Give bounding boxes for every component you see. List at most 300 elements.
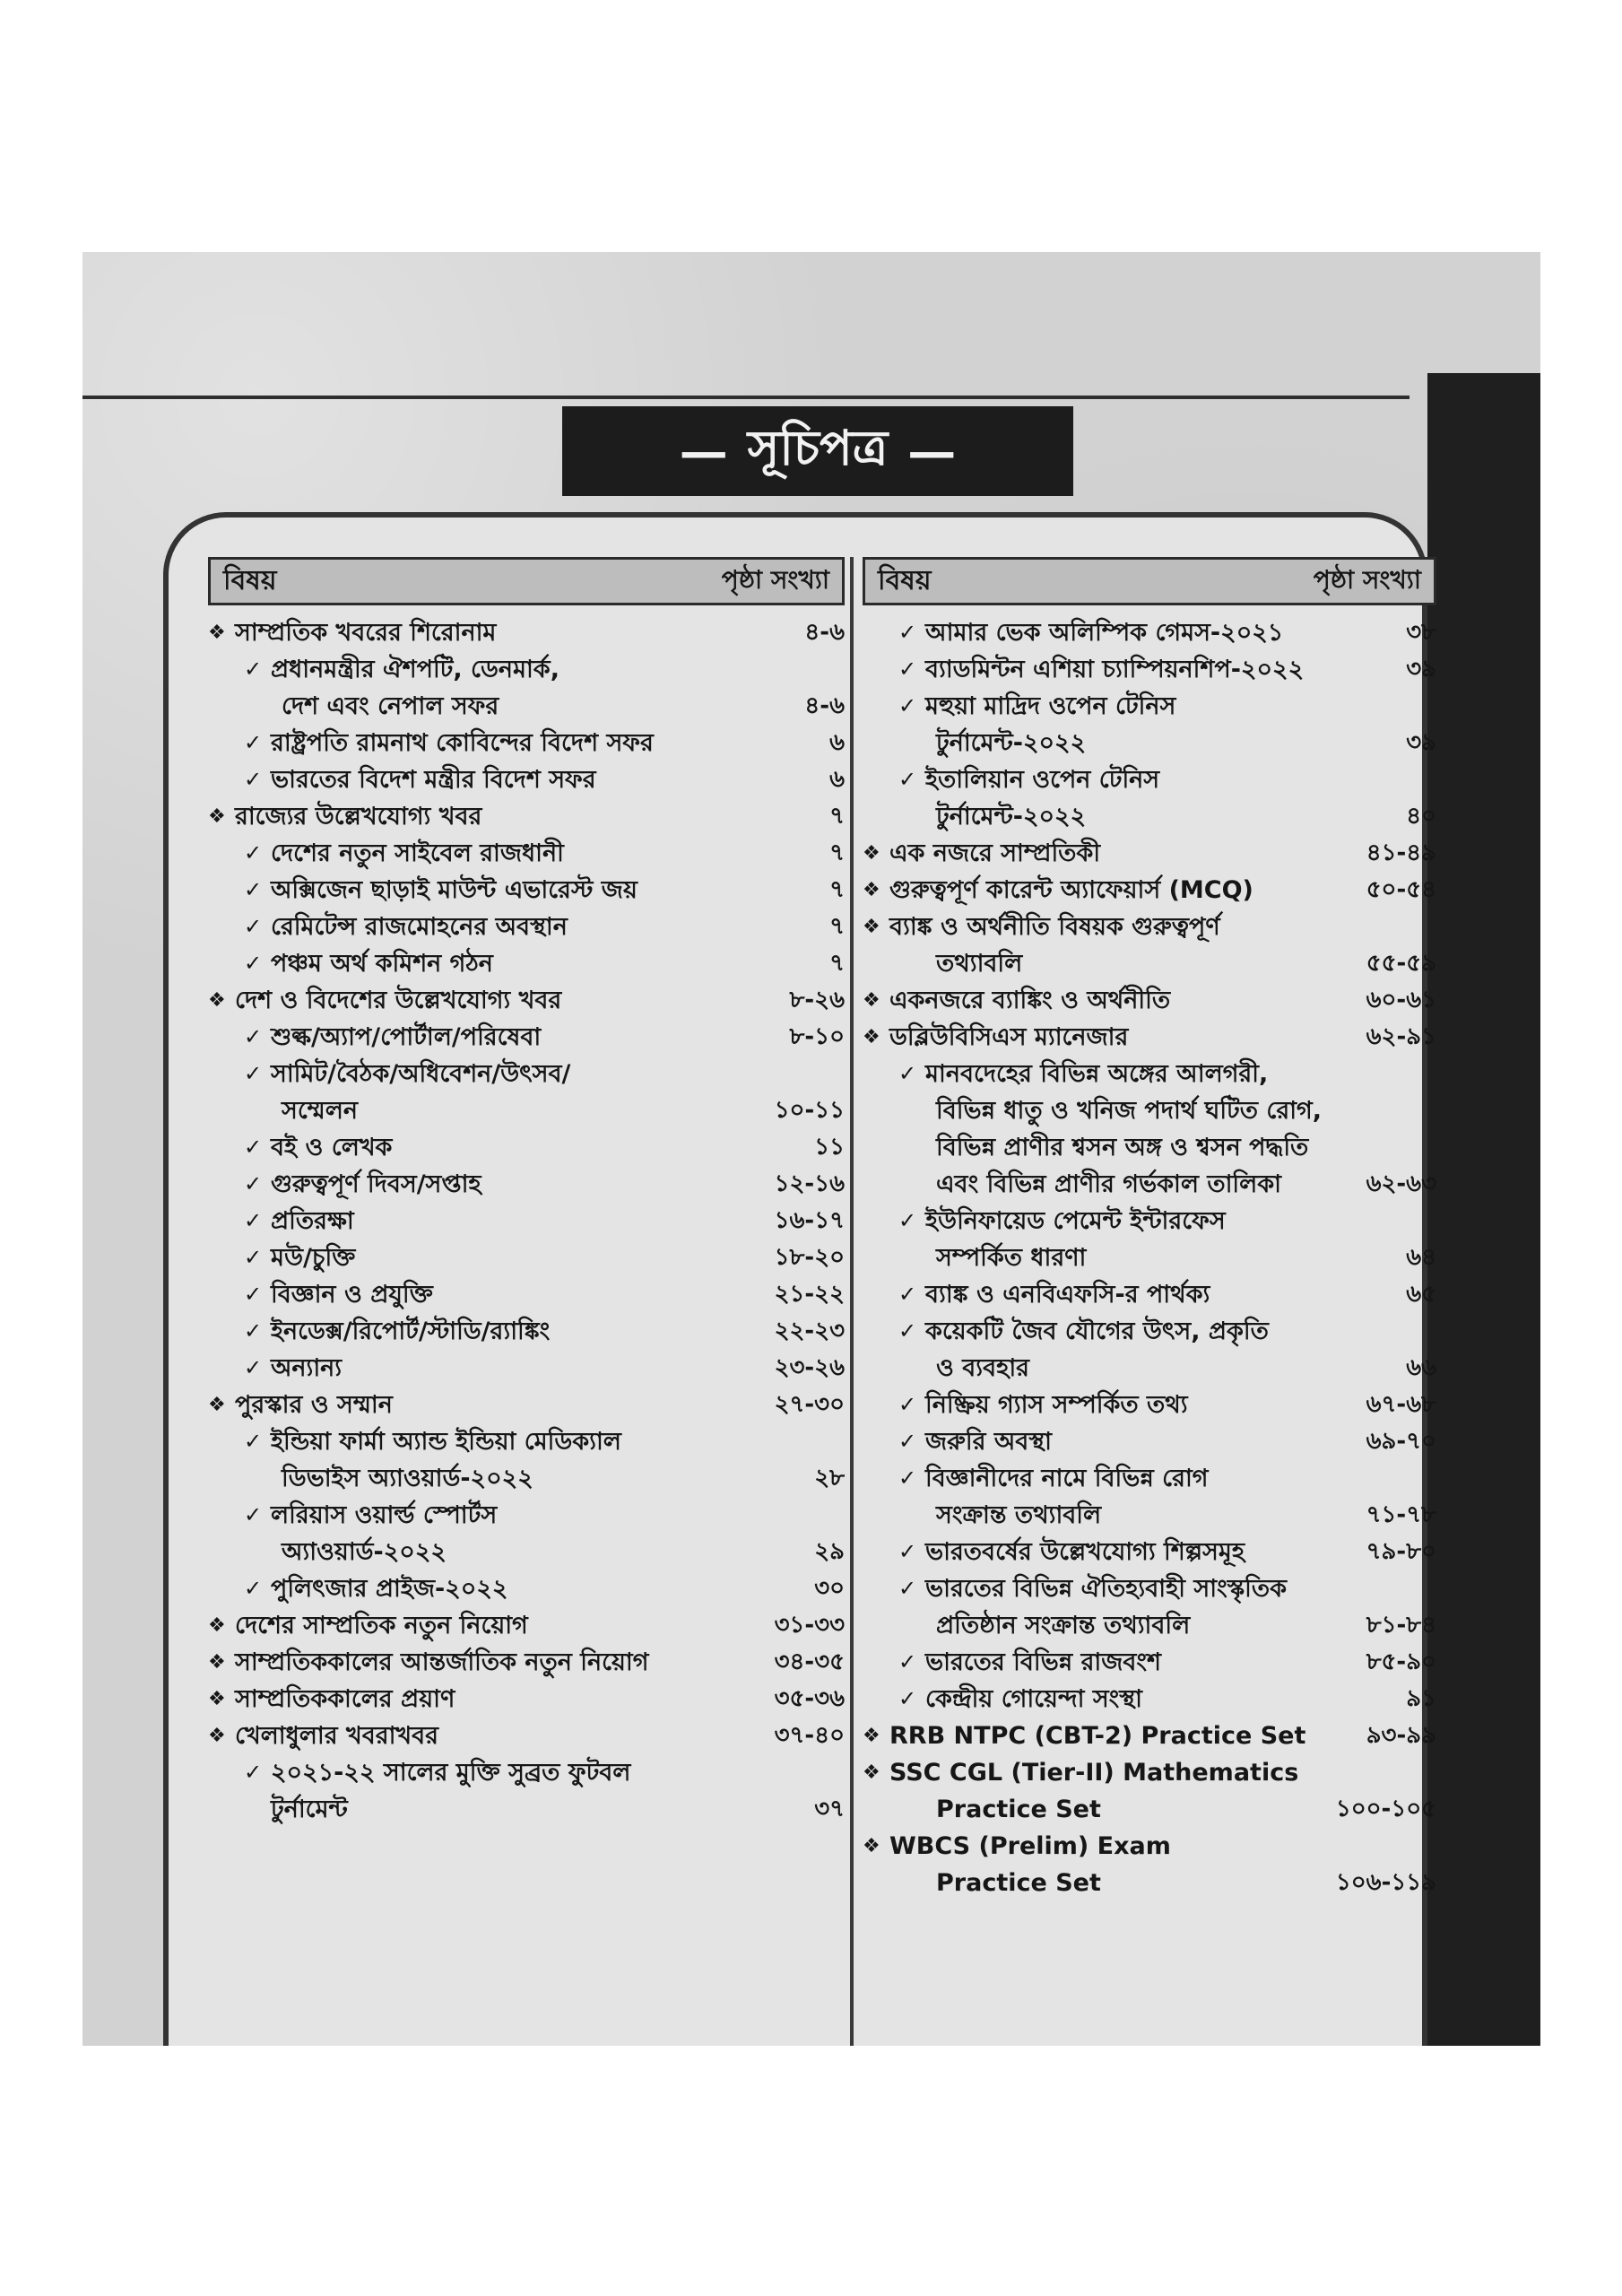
- toc-entry-page: ৬২-৯১: [1366, 1023, 1436, 1050]
- toc-entry-title: WBCS (Prelim) Exam: [889, 1832, 1171, 1860]
- toc-entry-title: গুরুত্বপূর্ণ কারেন্ট অ্যাফেয়ার্স (MCQ): [889, 876, 1253, 904]
- toc-entry-text-wrap: [282, 688, 710, 725]
- check-mark-icon: ✓: [898, 1392, 917, 1417]
- toc-entry-title: দেশের সাম্প্রতিক নতুন নিয়োগ: [235, 1612, 528, 1639]
- diamond-bullet-icon: ❖: [208, 622, 226, 644]
- toc-entry-text-wrap: [898, 1203, 1329, 1239]
- toc-entry-text-wrap: [898, 1534, 1329, 1570]
- toc-entry-text-wrap: [244, 761, 710, 798]
- toc-entry-text-wrap: [244, 1203, 710, 1239]
- right-header-page: পৃষ্ঠা সংখ্যা: [1313, 564, 1421, 595]
- check-mark-icon: ✓: [898, 1649, 917, 1674]
- toc-entry: [863, 1166, 1436, 1203]
- toc-entry-page: ১০-১১: [774, 1097, 845, 1124]
- toc-entry-text-wrap: [898, 1387, 1329, 1423]
- toc-entry: [208, 1056, 845, 1092]
- toc-entry: [208, 835, 845, 872]
- toc-entry-title: অ্যাওয়ার্ড-২০২২: [282, 1538, 447, 1566]
- toc-entry-title: অন্যান্য: [271, 1354, 343, 1382]
- diamond-bullet-icon: ❖: [863, 989, 880, 1012]
- toc-entry-text-wrap: [863, 872, 1329, 909]
- diamond-bullet-icon: ❖: [208, 1614, 226, 1637]
- toc-entry-title: লরিয়াস ওয়ার্ল্ড স্পোর্টস: [271, 1501, 498, 1529]
- toc-entry-title: ভারতের বিভিন্ন ঐতিহ্যবাহী সাংস্কৃতিক: [925, 1575, 1288, 1603]
- toc-entry-page: ৯১: [1406, 1685, 1436, 1712]
- toc-entry-title: মানবদেহের বিভিন্ন অঙ্গের আলগরী,: [925, 1060, 1269, 1088]
- title-dash-left: —: [679, 422, 728, 480]
- toc-entry-page: ১২-১৬: [774, 1170, 845, 1197]
- toc-entry-page: ৩৭-৪০: [774, 1722, 845, 1749]
- toc-entry-title: ইতালিয়ান ওপেন টেনিস: [925, 766, 1160, 794]
- toc-entry-title: কয়েকটি জৈব যৌগের উৎস, প্রকৃতি: [925, 1318, 1269, 1345]
- toc-entry-text-wrap: [282, 1534, 710, 1570]
- toc-entry-title: ২০২১-২২ সালের মুক্তি সুব্রত ফুটবল টুর্নামেন্ট: [271, 1759, 631, 1823]
- diamond-bullet-icon: ❖: [863, 879, 880, 901]
- toc-entry-title: প্রতিরক্ষা: [271, 1207, 354, 1235]
- toc-entry-page: ২৩-২৬: [774, 1354, 845, 1381]
- toc-entry-title: রাষ্ট্রপতি রামনাথ কোবিন্দের বিদেশ সফর: [271, 729, 654, 757]
- toc-entry: [208, 1203, 845, 1239]
- toc-entry-page: ২৮: [814, 1465, 845, 1492]
- toc-entry-text-wrap: [898, 651, 1329, 688]
- check-mark-icon: ✓: [898, 1539, 917, 1564]
- toc-entry-page: ১০০-১০৫: [1335, 1796, 1436, 1822]
- toc-entry-text-wrap: [898, 1570, 1329, 1607]
- toc-entry-text-wrap: [898, 1423, 1329, 1460]
- toc-entry: [208, 1239, 845, 1276]
- toc-entry-page: ৫০-৫৪: [1366, 876, 1436, 903]
- toc-entry-page: ৬: [829, 729, 845, 756]
- toc-entry: [863, 1387, 1436, 1423]
- toc-entry: [863, 872, 1436, 909]
- toc-entry: [208, 614, 845, 651]
- column-divider: [850, 557, 854, 2046]
- check-mark-icon: ✓: [898, 1465, 917, 1491]
- toc-entry-text-wrap: [244, 1239, 710, 1276]
- toc-entry-page: ২২-২৩: [774, 1318, 845, 1344]
- toc-entry: [863, 761, 1436, 798]
- toc-entry-title: শুল্ক/অ্যাপ/পোর্টাল/পরিষেবা: [271, 1023, 542, 1051]
- toc-entry-text-wrap: [936, 1607, 1329, 1644]
- toc-entry-page: ৭: [829, 913, 845, 940]
- toc-entry-title: সাম্প্রতিক খবরের শিরোনাম: [235, 619, 497, 647]
- toc-entry: [863, 982, 1436, 1019]
- toc-entry-page: ৩৪-৩৫: [774, 1648, 845, 1675]
- check-mark-icon: ✓: [898, 657, 917, 682]
- toc-entry-title: মহুয়া মাদ্রিদ ওপেন টেনিস: [925, 692, 1176, 720]
- toc-entry: [208, 798, 845, 835]
- diamond-bullet-icon: ❖: [863, 1725, 880, 1747]
- toc-entry-page: ৪-৬: [804, 619, 845, 646]
- diamond-bullet-icon: ❖: [863, 1026, 880, 1048]
- toc-entry: [208, 945, 845, 982]
- toc-entry-title: নিষ্ক্রিয় গ্যাস সম্পর্কিত তথ্য: [925, 1391, 1188, 1419]
- toc-entry-title: বিভিন্ন ধাতু ও খনিজ পদার্থ ঘটিত রোগ,: [936, 1097, 1323, 1125]
- check-mark-icon: ✓: [244, 840, 263, 865]
- toc-entry-title: ব্যাঙ্ক ও এনবিএফসি-র পার্থক্য: [925, 1281, 1210, 1309]
- toc-entry-text-wrap: [282, 1460, 710, 1497]
- left-header-page: পৃষ্ঠা সংখ্যা: [721, 564, 829, 595]
- toc-entry-title: বিজ্ঞান ও প্রযুক্তি: [271, 1281, 433, 1309]
- check-mark-icon: ✓: [244, 1171, 263, 1196]
- right-column-header: [863, 557, 1436, 605]
- toc-entry-text-wrap: [244, 1497, 710, 1534]
- toc-entry: [208, 761, 845, 798]
- toc-entry-title: সামিট/বৈঠক/অধিবেশন/উৎসব/: [271, 1060, 571, 1088]
- check-mark-icon: ✓: [244, 1355, 263, 1380]
- diamond-bullet-icon: ❖: [208, 989, 226, 1012]
- toc-entry-text-wrap: [898, 1460, 1329, 1497]
- toc-entry-text-wrap: [936, 1865, 1329, 1901]
- toc-entry-title: টুর্নামেন্ট-২০২২: [936, 729, 1087, 757]
- diamond-bullet-icon: ❖: [863, 842, 880, 865]
- toc-entry-text-wrap: [208, 982, 710, 1019]
- toc-entry-page: ২১-২২: [774, 1281, 845, 1308]
- header-rule: [82, 396, 1409, 399]
- toc-entry-page: ৭: [829, 950, 845, 977]
- toc-entry-text-wrap: [863, 1754, 1329, 1791]
- toc-entry-title: প্রতিষ্ঠান সংক্রান্ত তথ্যাবলি: [936, 1612, 1191, 1639]
- toc-entry: [208, 1607, 845, 1644]
- check-mark-icon: ✓: [244, 1429, 263, 1454]
- toc-entry: [863, 1754, 1436, 1791]
- toc-entry-text-wrap: [898, 1313, 1329, 1350]
- toc-entry-text-wrap: [244, 1166, 710, 1203]
- toc-entry-page: ১০৬-১১৯: [1335, 1869, 1436, 1896]
- toc-entry: [863, 1828, 1436, 1865]
- toc-entry: [863, 1092, 1436, 1129]
- toc-entry-page: ৩৯: [1406, 729, 1436, 756]
- toc-entry-text-wrap: [898, 1681, 1329, 1718]
- toc-entry: [863, 1203, 1436, 1239]
- right-toc-list: [863, 614, 1436, 1901]
- check-mark-icon: ✓: [898, 1318, 917, 1344]
- toc-entry-title: ভারতের বিভিন্ন রাজবংশ: [925, 1648, 1162, 1676]
- toc-entry-page: ৭: [829, 839, 845, 866]
- toc-entry-text-wrap: [244, 1313, 710, 1350]
- diamond-bullet-icon: ❖: [208, 1725, 226, 1747]
- toc-entry-title: এবং বিভিন্ন প্রাণীর গর্ভকাল তালিকা: [936, 1170, 1281, 1198]
- toc-entry-title: ব্যাঙ্ক ও অর্থনীতি বিষয়ক গুরুত্বপূর্ণ: [889, 913, 1220, 941]
- toc-entry-title: ভারতবর্ষের উল্লেখযোগ্য শিল্পসমূহ: [925, 1538, 1245, 1566]
- toc-entry-page: ৫৫-৫৯: [1366, 950, 1436, 977]
- check-mark-icon: ✓: [244, 877, 263, 902]
- toc-entry-page: ৩১-৩৩: [774, 1612, 845, 1639]
- toc-entry-text-wrap: [208, 1718, 710, 1754]
- toc-entry-page: ১১: [814, 1134, 845, 1161]
- toc-entry-title: গুরুত্বপূর্ণ দিবস/সপ্তাহ: [271, 1170, 481, 1198]
- check-mark-icon: ✓: [244, 951, 263, 976]
- toc-entry-text-wrap: [936, 1791, 1329, 1828]
- diamond-bullet-icon: ❖: [863, 1761, 880, 1784]
- toc-entry-title: পঞ্চম অর্থ কমিশন গঠন: [271, 950, 493, 978]
- toc-entry-text-wrap: [936, 1092, 1329, 1129]
- toc-entry-page: ৮-১০: [789, 1023, 845, 1050]
- toc-entry: [208, 1754, 845, 1828]
- diamond-bullet-icon: ❖: [208, 1394, 226, 1416]
- toc-entry-title: পুলিৎজার প্রাইজ-২০২২: [271, 1575, 508, 1603]
- toc-entry-text-wrap: [244, 1019, 710, 1056]
- toc-entry: [863, 1019, 1436, 1056]
- toc-entry-title: সাম্প্রতিককালের প্রয়াণ: [235, 1685, 455, 1713]
- toc-entry-page: ২৯: [814, 1538, 845, 1565]
- check-mark-icon: ✓: [898, 1686, 917, 1711]
- toc-entry-text-wrap: [244, 835, 710, 872]
- toc-entry: [863, 688, 1436, 725]
- check-mark-icon: ✓: [898, 1429, 917, 1454]
- toc-entry: [208, 1166, 845, 1203]
- toc-entry-text-wrap: [244, 651, 710, 688]
- toc-entry-page: ৭: [829, 876, 845, 903]
- toc-entry-title: ব্যাডমিন্টন এশিয়া চ্যাম্পিয়নশিপ-২০২২: [925, 656, 1305, 683]
- toc-entry-title: ইনডেক্স/রিপোর্ট/স্টাডি/র‍্যাঙ্কিং: [271, 1318, 551, 1345]
- toc-entry: [863, 1791, 1436, 1828]
- toc-entry-title: ডব্লিউবিসিএস ম্যানেজার: [889, 1023, 1129, 1051]
- check-mark-icon: ✓: [244, 1208, 263, 1233]
- toc-entry-page: ৯৩-৯৯: [1366, 1722, 1436, 1749]
- toc-entry-title: টুর্নামেন্ট-২০২২: [936, 803, 1087, 831]
- toc-entry-text-wrap: [898, 1276, 1329, 1313]
- toc-entry-page: ৬২-৬৩: [1366, 1170, 1436, 1197]
- toc-entry-title: Practice Set: [936, 1869, 1101, 1897]
- check-mark-icon: ✓: [244, 767, 263, 792]
- toc-entry-title: বিজ্ঞানীদের নামে বিভিন্ন রোগ: [925, 1465, 1209, 1492]
- toc-entry-page: ৬০-৬১: [1366, 987, 1436, 1013]
- toc-entry-title: অক্সিজেন ছাড়াই মাউন্ট এভারেস্ট জয়: [271, 876, 638, 904]
- diamond-bullet-icon: ❖: [208, 1688, 226, 1710]
- toc-entry-title: ভারতের বিদেশ মন্ত্রীর বিদেশ সফর: [271, 766, 596, 794]
- toc-entry-page: ৮১-৮৪: [1366, 1612, 1436, 1639]
- toc-entry-title: ইউনিফায়েড পেমেন্ট ইন্টারফেস: [925, 1207, 1226, 1235]
- toc-entry-text-wrap: [208, 1681, 710, 1718]
- check-mark-icon: ✓: [244, 1282, 263, 1307]
- toc-entry: [208, 1092, 845, 1129]
- right-column: [863, 557, 1436, 1901]
- toc-entry-text-wrap: [208, 614, 710, 651]
- toc-entry-title: জরুরি অবস্থা: [925, 1428, 1052, 1456]
- toc-entry-text-wrap: [282, 1092, 710, 1129]
- toc-entry: [863, 835, 1436, 872]
- toc-entry: [208, 1570, 845, 1607]
- toc-entry-title: বই ও লেখক: [271, 1134, 393, 1161]
- title-block: [562, 406, 1073, 496]
- toc-entry-text-wrap: [863, 1718, 1329, 1754]
- toc-entry-page: ৭৯-৮০: [1366, 1538, 1436, 1565]
- toc-entry-title: কেন্দ্রীয় গোয়েন্দা সংস্থা: [925, 1685, 1142, 1713]
- toc-entry: [863, 1865, 1436, 1901]
- check-mark-icon: ✓: [898, 693, 917, 718]
- toc-entry-page: ৩৫-৩৬: [774, 1685, 845, 1712]
- toc-entry-page: ৩৭: [814, 1796, 845, 1822]
- toc-entry-text-wrap: [898, 1644, 1329, 1681]
- toc-entry-title: আমার ভেক অলিম্পিক গেমস-২০২১: [925, 619, 1284, 647]
- toc-entry-text-wrap: [863, 1828, 1329, 1865]
- toc-entry: [863, 1129, 1436, 1166]
- toc-entry: [863, 614, 1436, 651]
- toc-entry: [863, 725, 1436, 761]
- toc-entry-text-wrap: [863, 982, 1329, 1019]
- toc-entry-page: ৬৪: [1406, 1244, 1436, 1271]
- toc-entry: [208, 1460, 845, 1497]
- toc-entry-title: দেশ এবং নেপাল সফর: [282, 692, 499, 720]
- toc-entry: [208, 651, 845, 688]
- toc-entry-text-wrap: [244, 725, 710, 761]
- toc-entry: [208, 1387, 845, 1423]
- toc-entry: [208, 1313, 845, 1350]
- toc-entry-page: ৮-২৬: [789, 987, 845, 1013]
- diamond-bullet-icon: ❖: [208, 1651, 226, 1674]
- toc-entry-text-wrap: [244, 1570, 710, 1607]
- toc-entry-title: প্রধানমন্ত্রীর ঐশপটি, ডেনমার্ক,: [271, 656, 559, 683]
- toc-entry-title: পুরস্কার ও সম্মান: [235, 1391, 393, 1419]
- toc-entry-title: একনজরে ব্যাঙ্কিং ও অর্থনীতি: [889, 987, 1171, 1014]
- toc-entry-page: ৬৫: [1406, 1281, 1436, 1308]
- left-toc-list: [208, 614, 845, 1828]
- toc-entry: [863, 1056, 1436, 1092]
- toc-entry: [863, 1644, 1436, 1681]
- toc-entry-title: সাম্প্রতিককালের আন্তর্জাতিক নতুন নিয়োগ: [235, 1648, 649, 1676]
- toc-entry-page: ৬৯-৭০: [1366, 1428, 1436, 1455]
- toc-entry-title: দেশের নতুন সাইবেল রাজধানী: [271, 839, 564, 867]
- toc-entry-page: ৭: [829, 803, 845, 830]
- toc-entry-page: ৬: [829, 766, 845, 793]
- toc-entry-page: ৪০: [1406, 803, 1436, 830]
- toc-entry: [863, 1681, 1436, 1718]
- toc-entry: [208, 1423, 845, 1460]
- check-mark-icon: ✓: [244, 1760, 263, 1785]
- toc-entry: [863, 1570, 1436, 1607]
- toc-entry-text-wrap: [898, 688, 1329, 725]
- toc-entry-text-wrap: [898, 1056, 1329, 1092]
- toc-entry-title: মউ/চুক্তি: [271, 1244, 356, 1272]
- toc-entry-page: ৩৯: [1406, 656, 1436, 683]
- toc-entry-text-wrap: [936, 1239, 1329, 1276]
- toc-entry-text-wrap: [244, 909, 710, 945]
- toc-entry-text-wrap: [936, 945, 1329, 982]
- toc-entry: [863, 1239, 1436, 1276]
- check-mark-icon: ✓: [898, 620, 917, 645]
- toc-entry-text-wrap: [208, 1607, 710, 1644]
- diamond-bullet-icon: ❖: [208, 805, 226, 828]
- toc-entry: [208, 982, 845, 1019]
- toc-entry-text-wrap: [863, 1019, 1329, 1056]
- check-mark-icon: ✓: [898, 767, 917, 792]
- toc-entry-page: ৪১-৪৯: [1366, 839, 1436, 866]
- toc-entry-page: ১৬-১৭: [774, 1207, 845, 1234]
- toc-entry-text-wrap: [244, 1276, 710, 1313]
- toc-entry-text-wrap: [244, 1129, 710, 1166]
- toc-entry: [208, 1644, 845, 1681]
- toc-entry-text-wrap: [244, 1754, 710, 1828]
- toc-entry-title: ও ব্যবহার: [936, 1354, 1030, 1382]
- check-mark-icon: ✓: [244, 1135, 263, 1160]
- toc-entry: [208, 909, 845, 945]
- toc-entry-text-wrap: [244, 1350, 710, 1387]
- title-dash-right: —: [907, 422, 957, 480]
- check-mark-icon: ✓: [898, 1061, 917, 1086]
- check-mark-icon: ✓: [244, 914, 263, 939]
- toc-entry-text-wrap: [244, 1423, 710, 1460]
- scanned-page-photo: [82, 252, 1540, 2046]
- toc-entry: [208, 1350, 845, 1387]
- toc-entry-title: রেমিটেন্স রাজমোহনের অবস্থান: [271, 913, 568, 941]
- toc-entry-text-wrap: [936, 1497, 1329, 1534]
- toc-entry-title: খেলাধুলার খবরাখবর: [235, 1722, 439, 1750]
- toc-entry: [863, 1313, 1436, 1350]
- toc-entry: [863, 1460, 1436, 1497]
- toc-entry-page: ৬৭-৬৮: [1366, 1391, 1436, 1418]
- check-mark-icon: ✓: [244, 730, 263, 755]
- check-mark-icon: ✓: [244, 1576, 263, 1601]
- toc-entry-text-wrap: [863, 909, 1329, 945]
- check-mark-icon: ✓: [244, 1024, 263, 1049]
- toc-entry-title: দেশ ও বিদেশের উল্লেখযোগ্য খবর: [235, 987, 562, 1014]
- toc-entry-page: ৮৫-৯০: [1366, 1648, 1436, 1675]
- toc-entry-title: তথ্যাবলি: [936, 950, 1023, 978]
- toc-entry: [863, 1718, 1436, 1754]
- toc-entry-text-wrap: [208, 1644, 710, 1681]
- check-mark-icon: ✓: [898, 1208, 917, 1233]
- toc-entry-page: ৭১-৭৮: [1366, 1501, 1436, 1528]
- toc-entry: [863, 1607, 1436, 1644]
- toc-entry: [208, 1534, 845, 1570]
- toc-entry: [208, 1718, 845, 1754]
- check-mark-icon: ✓: [244, 1318, 263, 1344]
- toc-entry-text-wrap: [244, 945, 710, 982]
- toc-entry-text-wrap: [936, 725, 1329, 761]
- toc-entry-text-wrap: [244, 872, 710, 909]
- check-mark-icon: ✓: [244, 1245, 263, 1270]
- left-column-header: [208, 557, 845, 605]
- check-mark-icon: ✓: [244, 657, 263, 682]
- toc-entry: [208, 872, 845, 909]
- toc-entry-text-wrap: [936, 798, 1329, 835]
- diamond-bullet-icon: ❖: [863, 916, 880, 938]
- toc-entry: [863, 1497, 1436, 1534]
- check-mark-icon: ✓: [898, 1282, 917, 1307]
- toc-entry: [208, 1681, 845, 1718]
- toc-entry: [863, 1423, 1436, 1460]
- dark-page-edge: [1427, 373, 1540, 2046]
- left-header-topic: বিষয়: [223, 564, 277, 596]
- toc-entry-page: ৬৬: [1406, 1354, 1436, 1381]
- toc-entry: [208, 1019, 845, 1056]
- toc-entry-title: Practice Set: [936, 1796, 1101, 1823]
- toc-entry-title: এক নজরে সাম্প্রতিকী: [889, 839, 1101, 867]
- toc-entry: [208, 725, 845, 761]
- toc-entry: [863, 1276, 1436, 1313]
- toc-entry-title: ডিভাইস অ্যাওয়ার্ড-২০২২: [282, 1465, 533, 1492]
- toc-entry-text-wrap: [208, 798, 710, 835]
- toc-entry: [208, 1129, 845, 1166]
- diamond-bullet-icon: ❖: [863, 1835, 880, 1857]
- toc-entry: [208, 1497, 845, 1534]
- toc-entry-title: SSC CGL (Tier-II) Mathematics: [889, 1759, 1299, 1787]
- toc-entry-text-wrap: [936, 1350, 1329, 1387]
- toc-entry-title: ইন্ডিয়া ফার্মা অ্যান্ড ইন্ডিয়া মেডিক্যাল: [271, 1428, 621, 1456]
- toc-entry: [863, 1350, 1436, 1387]
- toc-entry: [863, 909, 1436, 945]
- toc-entry-title: সম্পর্কিত ধারণা: [936, 1244, 1087, 1272]
- toc-entry: [208, 688, 845, 725]
- toc-entry-text-wrap: [898, 614, 1329, 651]
- toc-entry-page: ৪-৬: [804, 692, 845, 719]
- check-mark-icon: ✓: [244, 1502, 263, 1527]
- toc-entry-title: রাজ্যের উল্লেখযোগ্য খবর: [235, 803, 482, 831]
- toc-entry-text-wrap: [898, 761, 1329, 798]
- toc-entry: [863, 1534, 1436, 1570]
- toc-entry-text-wrap: [863, 835, 1329, 872]
